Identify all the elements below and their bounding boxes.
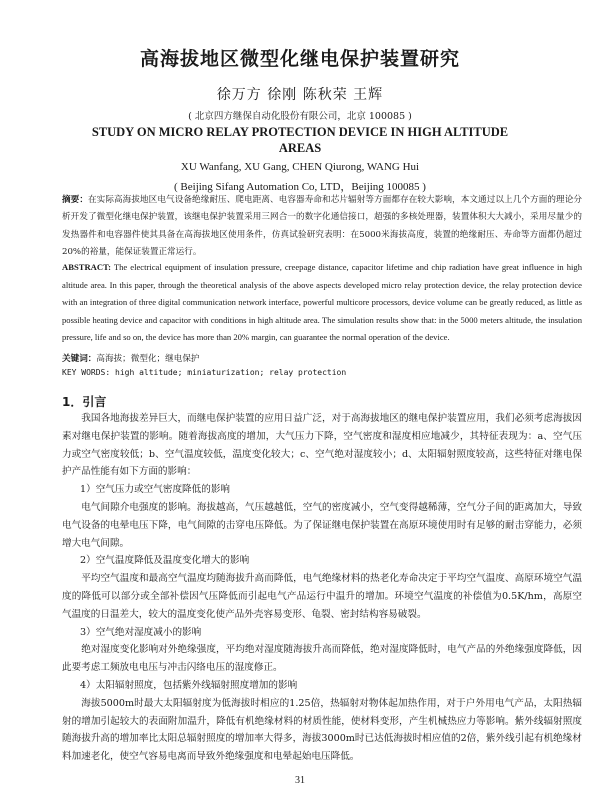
affiliation-english: ( Beijing Sifang Automation Co, LTD，Beijing 100085 ): [174, 181, 426, 193]
subsection-heading: 3）空气绝对湿度减小的影响: [80, 626, 202, 638]
keywords-english-text: high altitude; miniaturization; relay protection: [115, 368, 347, 377]
abstract-chinese: [62, 192, 582, 262]
paper-title-chinese: 高海拔地区微型化继电保护装置研究: [139, 48, 460, 70]
keywords-english: [62, 368, 346, 377]
body-paragraph: 绝对湿度变化影响对外绝缘强度，平均绝对湿度随海拔升高而降低，绝对湿度降低时，电气产品的外绝缘强度降低，因此要考虑工频放电电压与冲击闪络电压的湿度修正。: [62, 644, 582, 674]
abstract-english-text: The electrical equipment of insulation pressure, creepage distance, capacitor lifetime and chip radiation have great influence in high altitude area. In this paper, through the theoretical analysis of the above aspects developed micro relay protection device, the relay protection device with an integration of three digital communication network interface, powerful multicore processors, device volume can be greatly reduced, as little as possible heating device and capacitor with conditions in high altitude area. The simulation results show that: in the 5000 meters altitude, the insulation pressure, life and so on, the device has more than 20% margin, can guarantee the normal operation of the device.: [62, 262, 583, 343]
body-paragraph: 电气间隙介电强度的影响。海拔越高，气压越越低，空气的密度减小，空气变得越稀薄，空气分子间的距离加大，导致电气设备的电晕电压下降，电气间隙的击穿电压降低。为了保证继电保护装置在高原环境使用时有足够的耐击穿能力，必须增大电气间隙。: [62, 501, 582, 549]
subsection-heading: 4）太阳辐射照度，包括紫外线辐射照度增加的影响: [80, 679, 298, 691]
authors-english: XU Wanfang, XU Gang, CHEN Qiurong, WANG Hui: [180, 161, 420, 173]
page-number: 31: [295, 775, 305, 786]
abstract-english-label: ABSTRACT:: [62, 262, 112, 272]
abstract-chinese-text: 在实际高海拔地区电气设备绝缘耐压、爬电距离、电容器寿命和芯片辐射等方面都存在较大影响，本文通过以上几个方面的理论分析开发了微型化继电保护装置，该继电保护装置采用三网合一的数字化通信接口，超强的多核处理器，装置体积大大减小，采用尽量少的发热器件和电容器件使其具备在高海拔地区使用条件，仿真试验研究表明：在5000米海拔高度，装置的绝缘耐压、寿命等方面都仍超过20%的裕量，能保证装置正常运行。: [62, 195, 582, 258]
body-paragraph: 海拔5000m时最大太阳辐射度为低海拔时相应的1.25倍，热辐射对物体起加热作用，对于户外用电气产品，太阳热辐射的增加引起较大的表面附加温升，降低有机绝缘材料的材质性能，使材料变形，产生机械热应力等影响。紫外线辐射照度随海拔升高的增加率比太阳总辐射照度的增加率大得多，海拔3000m时已达低海拔时相应值的2倍，紫外线引起有机绝缘材料加速老化，使空气容易电离而导致外绝缘强度和电晕起始电压降低。: [62, 697, 582, 763]
keywords-chinese-label: 关键词：: [62, 354, 97, 364]
abstract-chinese-label: 摘要：: [62, 195, 89, 205]
subsection-heading: 1）空气压力或空气密度降低的影响: [80, 484, 231, 496]
abstract-english: [62, 259, 582, 347]
section-heading-introduction: 1．引言: [62, 395, 107, 409]
paper-title-english: STUDY ON MICRO RELAY PROTECTION DEVICE IN HIGH ALTITUDE AREAS: [91, 125, 509, 155]
keywords-chinese-text: 高海拔；微型化；继电保护: [96, 354, 200, 364]
body-paragraph: 平均空气温度和最高空气温度均随海拔升高而降低，电气绝缘材料的热老化寿命决定于平均空气温度、高原环境空气温度的降低可以部分或全部补偿因气压降低而引起电气产品运行中温升的增加。环境空气温度的补偿值为0.5K/hm，高原空气温度的日温差大，较大的温度变化使产品外壳容易变形、龟裂、密封结构容易破裂。: [62, 573, 582, 620]
introduction-body: [62, 410, 582, 766]
authors-chinese: 徐万方 徐刚 陈秋荣 王辉: [216, 87, 384, 103]
subsection-heading: 2）空气温度降低及温度变化增大的影响: [80, 555, 250, 567]
body-paragraph: 我国各地海拔差异巨大，而继电保护装置的应用日益广泛，对于高海拔地区的继电保护装置应用，我们必须考虑海拔因素对继电保护装置的影响。随着海拔高度的增加，大气压力下降，空气密度和湿度相应地减少，其特征表现为：a、空气压力或空气密度较低；b、空气温度较低，温度变化较大；c、空气绝对湿度较小；d、太阳辐射照度较高，这些特征对继电保护产品性能有如下方面的影响：: [62, 413, 582, 478]
keywords-chinese: [62, 352, 200, 364]
affiliation-chinese: ( 北京四方继保自动化股份有限公司，北京 100085 ): [188, 111, 412, 122]
keywords-english-label: KEY WORDS:: [62, 368, 111, 377]
